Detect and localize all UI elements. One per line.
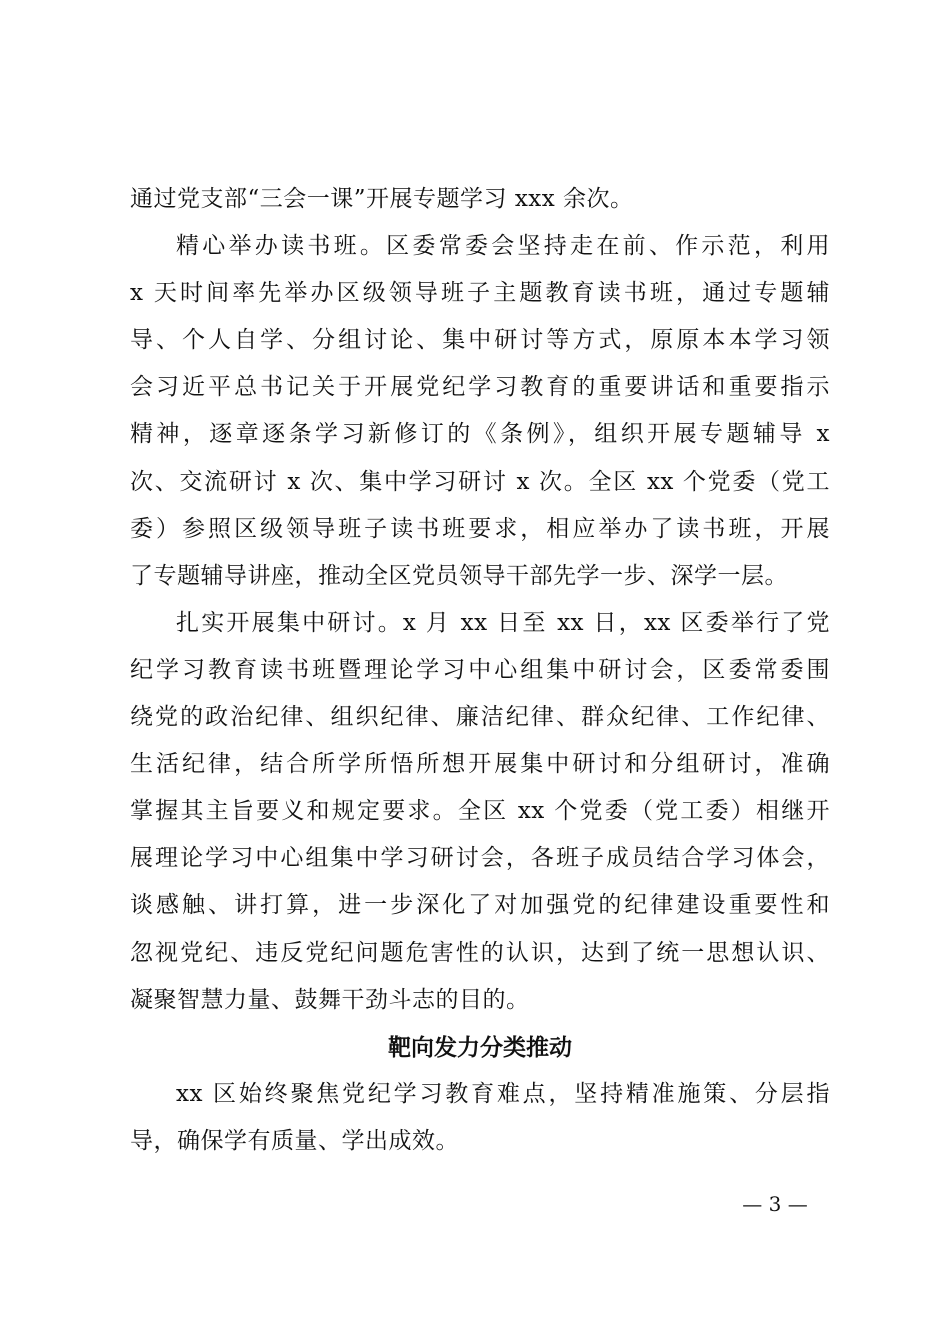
paragraph-line: 导，确保学有质量、学出成效。 (130, 1127, 459, 1154)
paragraph-line: 精心举办读书班。区委常委会坚持走在前、作示范，利用 (176, 233, 830, 260)
paragraph-line: 展理论学习中心组集中学习研讨会，各班子成员结合学习体会， (130, 845, 830, 872)
paragraph-line: 了专题辅导讲座，推动全区党员领导干部先学一步、深学一层。 (130, 562, 788, 589)
paragraph-line: 会习近平总书记关于开展党纪学习教育的重要讲话和重要指示 (130, 374, 830, 401)
paragraph-line: 谈感触、讲打算，进一步深化了对加强党的纪律建设重要性和 (130, 892, 830, 919)
paragraph-line: x 天时间率先举办区级领导班子主题教育读书班，通过专题辅 (130, 280, 830, 307)
paragraph-line: 次、交流研讨 x 次、集中学习研讨 x 次。全区 xx 个党委（党工 (130, 468, 830, 495)
section-heading: 靶向发力分类推动 (388, 1033, 572, 1061)
paragraph-line: 掌握其主旨要义和规定要求。全区 xx 个党委（党工委）相继开 (130, 798, 830, 825)
paragraph-line: 导、个人自学、分组讨论、集中研讨等方式，原原本本学习领 (130, 327, 830, 354)
paragraph-line: 生活纪律，结合所学所悟所想开展集中研讨和分组研讨，准确 (130, 751, 830, 778)
document-body (130, 176, 830, 1165)
paragraph-line: 通过党支部“三会一课”开展专题学习 xxx 余次。 (130, 186, 634, 212)
paragraph-line: 扎实开展集中研讨。x 月 xx 日至 xx 日，xx 区委举行了党 (176, 609, 830, 636)
page-number: — 3 — (742, 1192, 808, 1216)
paragraph-line: 绕党的政治纪律、组织纪律、廉洁纪律、群众纪律、工作纪律、 (130, 704, 830, 731)
paragraph-line: 凝聚智慧力量、鼓舞干劲斗志的目的。 (130, 986, 530, 1013)
paragraph-line: 纪学习教育读书班暨理论学习中心组集中研讨会，区委常委围 (130, 656, 830, 683)
paragraph-line: xx 区始终聚焦党纪学习教育难点，坚持精准施策、分层指 (176, 1080, 830, 1107)
paragraph-line: 委）参照区级领导班子读书班要求，相应举办了读书班，开展 (130, 515, 830, 542)
paragraph-line: 忽视党纪、违反党纪问题危害性的认识，达到了统一思想认识、 (130, 939, 830, 966)
paragraph-line: 精神，逐章逐条学习新修订的《条例》，组织开展专题辅导 x (130, 421, 830, 448)
